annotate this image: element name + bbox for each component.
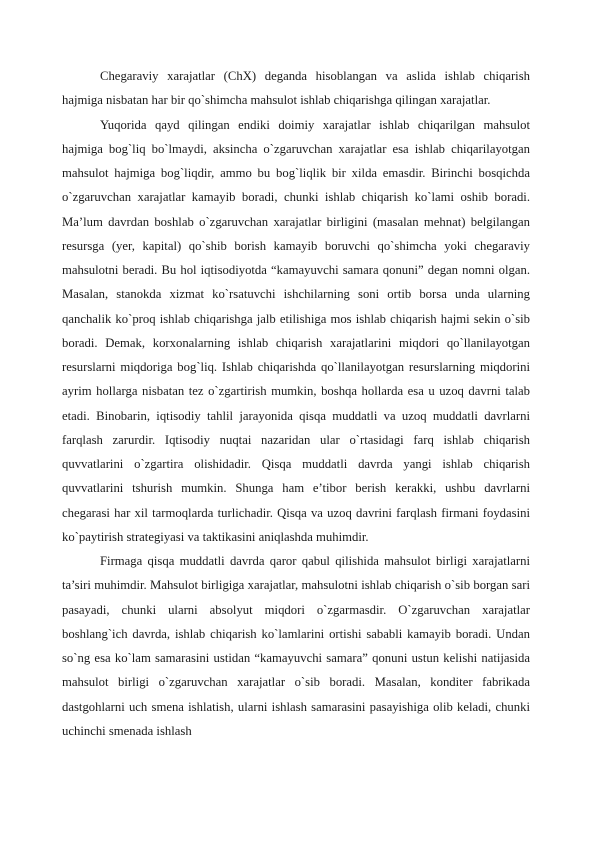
paragraph-short-run-unit-costs: Firmaga qisqa muddatli davrda qaror qabul qilishida mahsulot birligi xarajatlarni ta’siri muhimdir. Mahsulot birligiga xarajatlar, mahsulotni ishlab chiqarish o`sib borgan sari pasayadi, chunki ularni absolyut miqdori o`zgarmasdir. O`zgaruvchan xarajatlar boshlang`ich davrda, ishlab chiqarish ko`lamlarini ortishi sababli kamayib boradi. Undan so`ng esa ko`lam samarasini ustidan “kamayuvchi samara” qonuni ustun kelishi natijasida mahsulot birligi o`zgaruvchan xarajatlar o`sib boradi. Masalan, konditer fabrikada dastgohlarni uch smena ishlatish, ularni ishlash samarasini pasayishiga olib keladi, chunki uchinchi smenada ishlash (62, 554, 530, 738)
paragraph-fixed-variable-costs: Yuqorida qayd qilingan endiki doimiy xarajatlar ishlab chiqarilgan mahsulot hajmiga bog`liq bo`lmaydi, aksincha o`zgaruvchan xarajatlar esa ishlab chiqarilayotgan mahsulot hajmiga bog`liqdir, ammo bu bog`liqlik bir xilda emasdir. Birinchi bosqichda o`zgaruvchan xarajatlar kamayib boradi, chunki ishlab chiqarish ko`lami oshib boradi. Ma’lum davrdan boshlab o`zgaruvchan xarajatlar birligini (masalan mehnat) belgilangan resursga (yer, kapital) qo`shib borish kamayib boruvchi qo`shimcha yoki chegaraviy mahsulotni beradi. Bu hol iqtisodiyotda “kamayuvchi samara qonuni” degan nomni olgan. Masalan, stanokda xizmat ko`rsatuvchi ishchilarning soni ortib borsa unda ularning qanchalik ko`proq ishlab chiqarishga jalb etilishiga mos ishlab chiqarish hajmi sekin o`sib boradi. Demak, korxonalarning ishlab chiqarish xarajatlarini miqdori qo`llanilayotgan resurslarni miqdoriga bog`liq. Ishlab chiqarishda qo`llanilayotgan resurslarning miqdorini ayrim hollarga nisbatan tez o`zgartirish mumkin, boshqa hollarda esa u uzoq davrni talab etadi. Binobarin, iqtisodiy tahlil jarayonida qisqa muddatli va uzoq muddatli davrlarni farqlash zarurdir. Iqtisodiy nuqtai nazaridan ular o`rtasidagi farq ishlab chiqarish quvvatlarini o`zgartira olishidadir. Qisqa muddatli davrda yangi ishlab chiqarish quvvatlarini tshurish mumkin. Shunga ham e’tibor berish kerakki, ushbu davrlarni chegarasi har xil tarmoqlarda turlichadir. Qisqa va uzoq davrini farqlash firmani foydasini ko`paytirish strategiyasi va taktikasini aniqlashda muhimdir. (62, 117, 530, 544)
paragraph-marginal-costs-definition: Chegaraviy xarajatlar (ChX) deganda hisoblangan va aslida ishlab chiqarish hajmiga nisbatan har bir qo`shimcha mahsulot ishlab chiqarishga qilingan xarajatlar. (62, 69, 530, 108)
document-body (62, 64, 530, 743)
